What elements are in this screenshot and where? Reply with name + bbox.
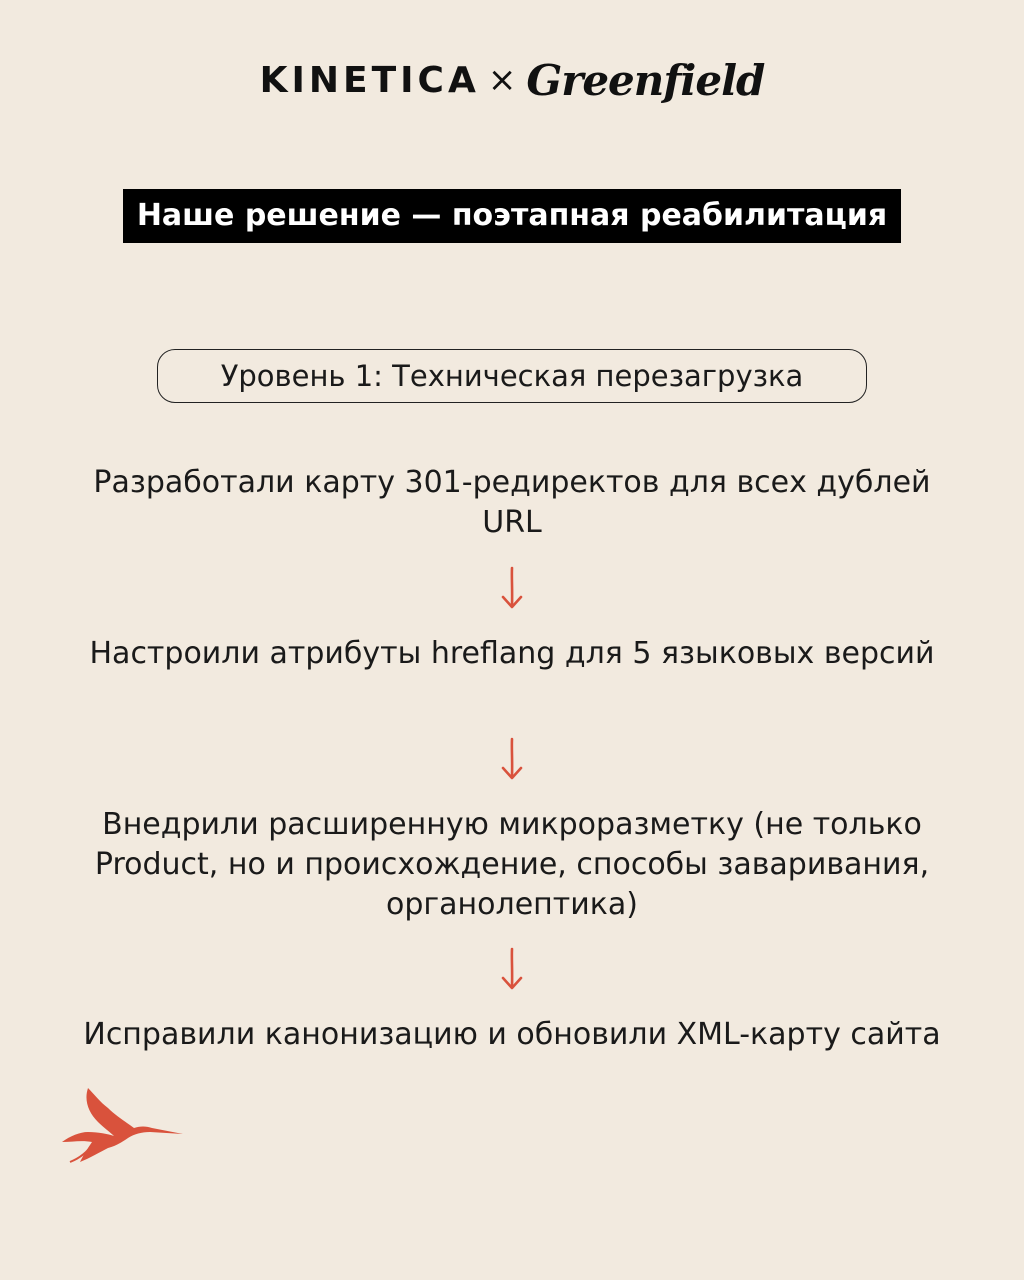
arrow-down-icon bbox=[497, 564, 527, 614]
level-badge: Уровень 1: Техническая перезагрузка bbox=[157, 349, 867, 403]
step-2: Настроили атрибуты hreflang для 5 языковых версий bbox=[89, 636, 935, 671]
page-title: Наше решение — поэтапная реабилитация bbox=[123, 189, 901, 243]
brand-kinetica: KINETICA bbox=[259, 59, 480, 101]
brand-separator: × bbox=[487, 60, 517, 100]
arrow-down-icon bbox=[497, 945, 527, 995]
brand-greenfield: Greenfield bbox=[526, 55, 765, 105]
arrow-down-icon bbox=[497, 735, 527, 785]
level-container bbox=[0, 349, 1024, 403]
brand-header bbox=[0, 50, 1024, 110]
step-1: Разработали карту 301-редиректов для всех дублей URL bbox=[93, 465, 931, 540]
step-4: Исправили канонизацию и обновили XML-карту сайта bbox=[83, 1017, 941, 1052]
crane-bird-icon bbox=[58, 1082, 188, 1172]
step-3: Внедрили расширенную микроразметку (не только Product, но и происхождение, способы заваривания, органолептика) bbox=[94, 807, 930, 922]
title-container bbox=[0, 189, 1024, 243]
